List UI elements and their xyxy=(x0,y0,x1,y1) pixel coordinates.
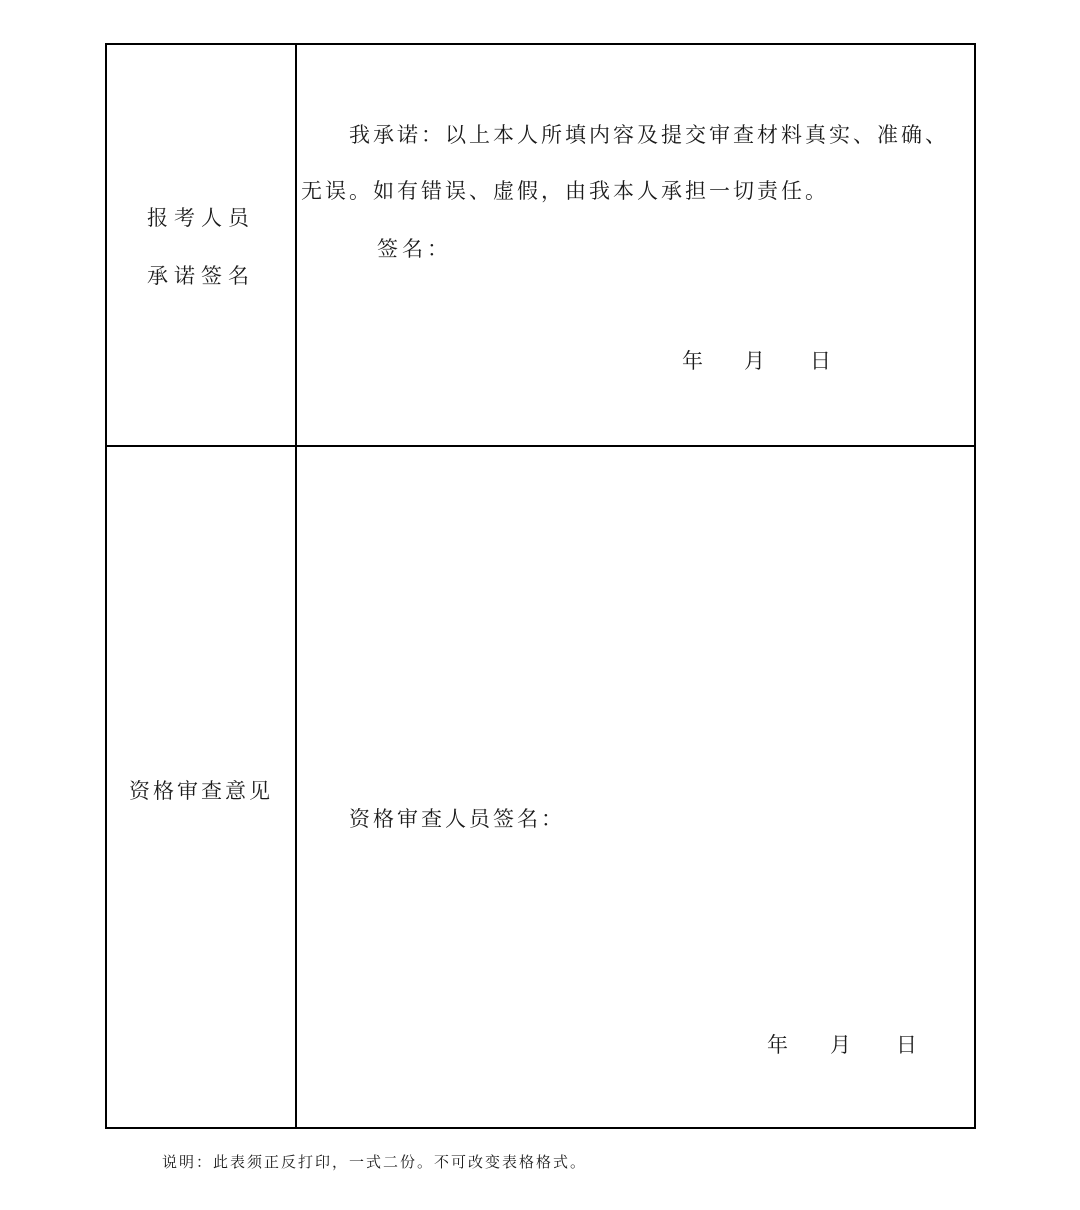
qualification-form-table xyxy=(105,43,976,1129)
applicant-date-month: 月 xyxy=(744,349,769,373)
applicant-date-year: 年 xyxy=(682,349,707,373)
applicant-pledge-cell xyxy=(297,45,974,445)
reviewer-signature-label: 资格审查人员签名： xyxy=(349,807,565,831)
review-opinion-cell xyxy=(297,447,974,1127)
qualification-review-row xyxy=(107,447,974,1127)
review-date-year: 年 xyxy=(767,1033,792,1057)
review-date-month: 月 xyxy=(830,1033,855,1057)
applicant-signature-label: 签名： xyxy=(377,237,452,261)
review-label-cell xyxy=(107,447,297,1127)
applicant-pledge-row xyxy=(107,45,974,447)
applicant-date-day: 日 xyxy=(810,349,835,373)
review-date-day: 日 xyxy=(896,1033,921,1057)
pledge-text-line2: 无误。如有错误、虚假，由我本人承担一切责任。 xyxy=(301,179,829,203)
footer-note: 说明：此表须正反打印，一式二份。不可改变表格格式。 xyxy=(162,1153,588,1171)
applicant-label-line2: 承诺签名 xyxy=(147,264,255,288)
review-label: 资格审查意见 xyxy=(129,779,273,803)
applicant-label-cell xyxy=(107,45,297,445)
applicant-label-line1: 报考人员 xyxy=(147,206,255,230)
pledge-text-line1: 我承诺：以上本人所填内容及提交审查材料真实、准确、 xyxy=(349,123,949,147)
